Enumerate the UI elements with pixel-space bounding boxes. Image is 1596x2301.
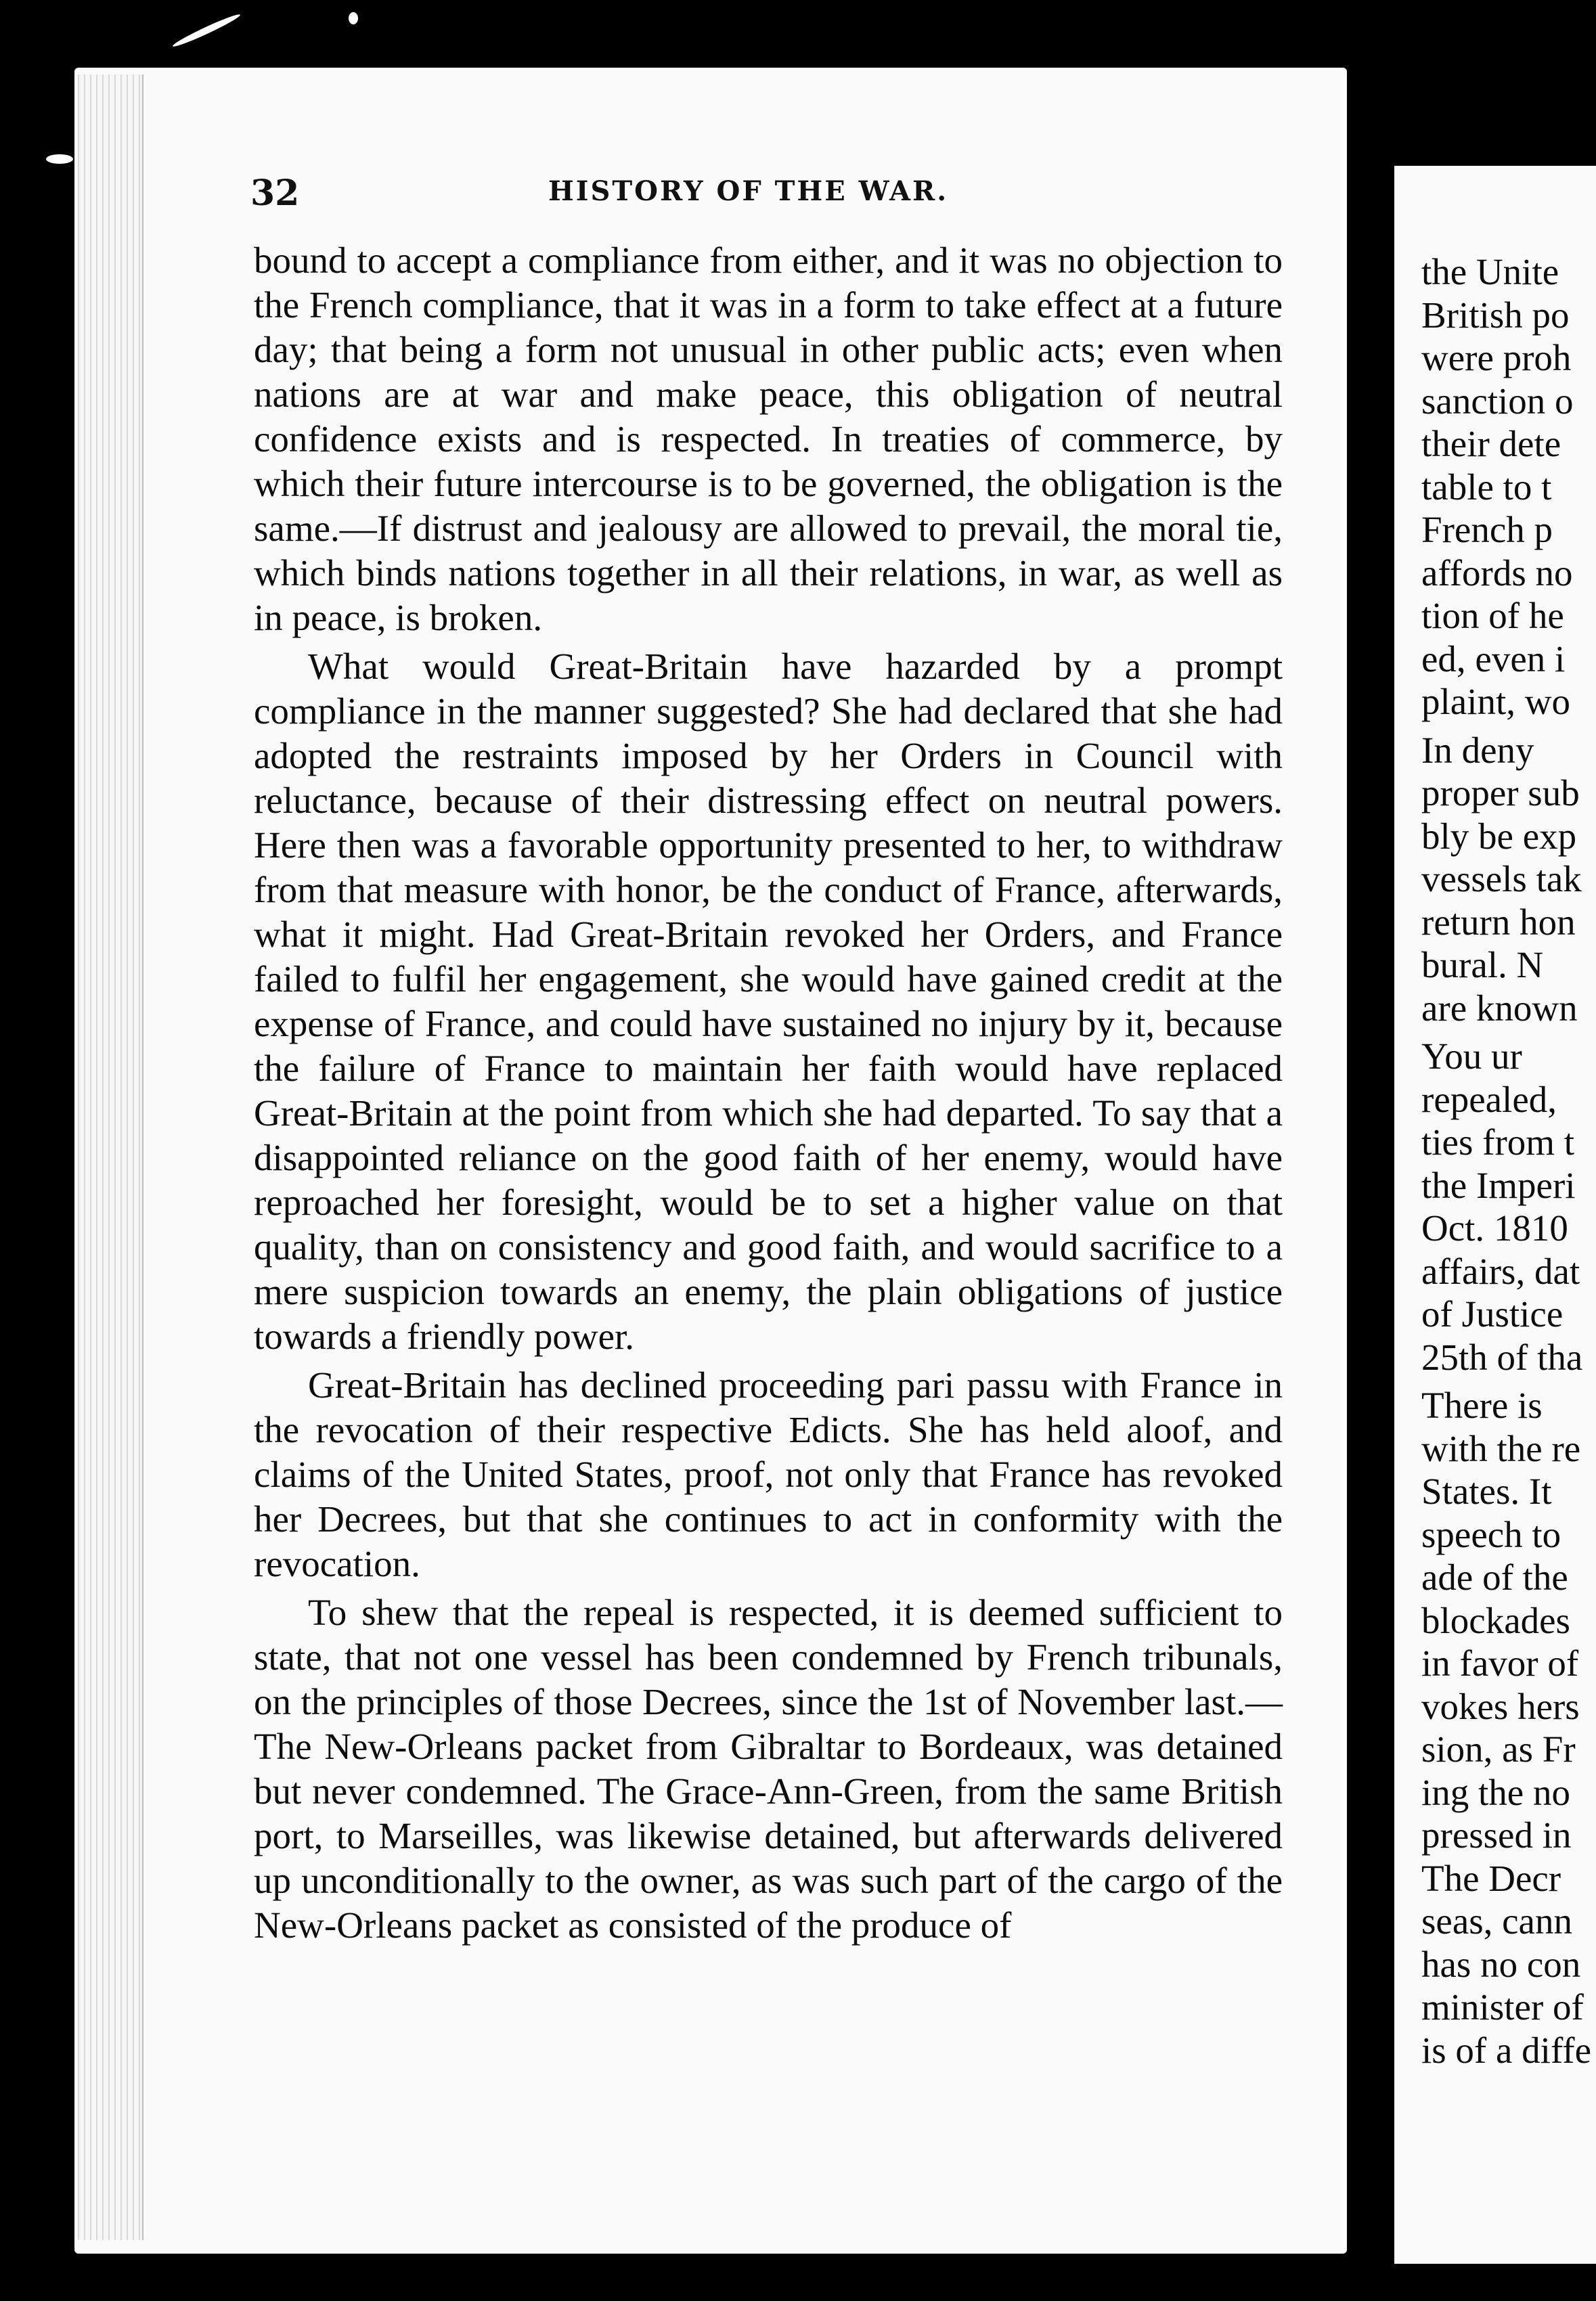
page-header xyxy=(250,173,1333,213)
paragraph: To shew that the repeal is respected, it is deemed sufficient to state, that not one vessel has been condemned by French tribunals, on the principles of those Decrees, since the 1st of November last.—The New-Orleans packet from Gibraltar to Bordeaux, was detained but never condemned. The Grace-Ann-Green, from the same British port, to Marseilles, was likewise detained, but afterwards delivered up unconditionally to the owner, as was such part of the cargo of the New-Orleans packet as consisted of the produce of xyxy=(254,1592,1283,1946)
right-page-line: ties from t xyxy=(1421,1121,1575,1163)
right-page-line: bural. N xyxy=(1421,944,1544,985)
right-page-line: blockades xyxy=(1421,1599,1570,1641)
right-page-line: speech to xyxy=(1421,1513,1561,1555)
page-number: 32 xyxy=(250,173,300,214)
right-page-line: sion, as Fr xyxy=(1421,1728,1576,1770)
right-page-line: vokes hers xyxy=(1421,1685,1580,1727)
right-page-line: with the re xyxy=(1421,1427,1581,1469)
right-page-line: of Justice xyxy=(1421,1293,1564,1335)
right-page-line: British po xyxy=(1421,294,1570,336)
right-page-line: tion of he xyxy=(1421,595,1564,636)
book-gutter xyxy=(1347,61,1394,2281)
right-page-line: There is xyxy=(1421,1385,1543,1426)
right-page-line: pressed in xyxy=(1421,1814,1572,1856)
right-page-line: sanction o xyxy=(1421,380,1574,422)
paragraph: Great-Britain has declined proceeding pari passu with France in the revocation of their respective Edicts. She has held aloof, and claims of the United States, proof, not only that France has revoked her Decrees, but that she continues to act in conformity with the revocation. xyxy=(254,1364,1283,1584)
right-page-line: In deny xyxy=(1421,729,1534,771)
right-page-line: are known xyxy=(1421,987,1578,1029)
right-page-line: You ur xyxy=(1421,1035,1522,1077)
right-page-line: table to t xyxy=(1421,466,1552,508)
dust-speck xyxy=(46,154,73,164)
body-text xyxy=(254,238,1283,1948)
right-page-line: 25th of tha xyxy=(1421,1336,1583,1378)
paragraph: What would Great-Britain have hazarded by a prompt compliance in the manner suggested? She had declared that she had adopted the restraints imposed by her Orders in Council with reluctance, because of their distressing effect on neutral powers. Here then was a favorable opportunity presented to her, to withdraw from that measure with honor, be the conduct of France, afterwards, what it might. Had Great-Britain revoked her Orders, and France failed to fulfil her engagement, she would have gained credit at the expense of France, and could have sustained no injury by it, because the failure of France to maintain her faith would have replaced Great-Britain at the point from which she had departed. To say that a disappointed reliance on the good faith of her enemy, would have reproached her foresight, would be to set a higher value on that quality, than on consistency and good faith, and would sacrifice to a mere suspicion towards an enemy, the plain obligations of justice towards a friendly power. xyxy=(254,646,1283,1357)
dust-speck xyxy=(171,12,242,49)
right-page-line: States. It xyxy=(1421,1471,1552,1512)
right-page-line: affords no xyxy=(1421,552,1573,594)
page-edges xyxy=(78,74,143,2240)
right-page-line: ed, even i xyxy=(1421,638,1566,679)
right-page-line: The Decr xyxy=(1421,1857,1561,1899)
right-page-line: proper sub xyxy=(1421,772,1580,813)
right-page-line: ade of the xyxy=(1421,1557,1568,1598)
right-page-line: minister of xyxy=(1421,1986,1584,2028)
right-page-line: plaint, wo xyxy=(1421,681,1570,722)
right-page-line: repealed, xyxy=(1421,1078,1557,1120)
paragraph: bound to accept a compliance from either, and it was no objection to the French compliance, that it was in a form to take effect at a future day; that being a form not unusual in other public acts; even when nations are at war and make peace, this obligation of neutral confidence exists and is respected. In treaties of commerce, by which their future intercourse is to be governed, the obligation is the same.—If distrust and jealousy are allowed to prevail, the moral tie, which binds nations together in all their relations, in war, as well as in peace, is broken. xyxy=(254,240,1283,638)
running-head: HISTORY OF THE WAR. xyxy=(548,175,949,207)
right-page-line: vessels tak xyxy=(1421,858,1582,899)
right-page-line: the Imperi xyxy=(1421,1164,1576,1206)
right-page-line: in favor of xyxy=(1421,1643,1579,1684)
right-page-line: bly be exp xyxy=(1421,815,1577,857)
right-page-line: the Unite xyxy=(1421,251,1559,292)
right-page-line: has no con xyxy=(1421,1943,1581,1985)
dust-speck xyxy=(349,12,358,24)
right-page-line: ing the no xyxy=(1421,1771,1570,1813)
right-page-line: affairs, dat xyxy=(1421,1250,1580,1292)
right-page-line: Oct. 1810 xyxy=(1421,1207,1568,1249)
right-page-line: their dete xyxy=(1421,423,1561,464)
right-page-line: French p xyxy=(1421,509,1553,550)
right-page-text xyxy=(1421,250,1596,2072)
right-page-line: return hon xyxy=(1421,901,1576,943)
right-page-line: is of a diffe xyxy=(1421,2029,1591,2071)
right-page-line: were proh xyxy=(1421,337,1572,378)
right-page-line: seas, cann xyxy=(1421,1900,1572,1942)
